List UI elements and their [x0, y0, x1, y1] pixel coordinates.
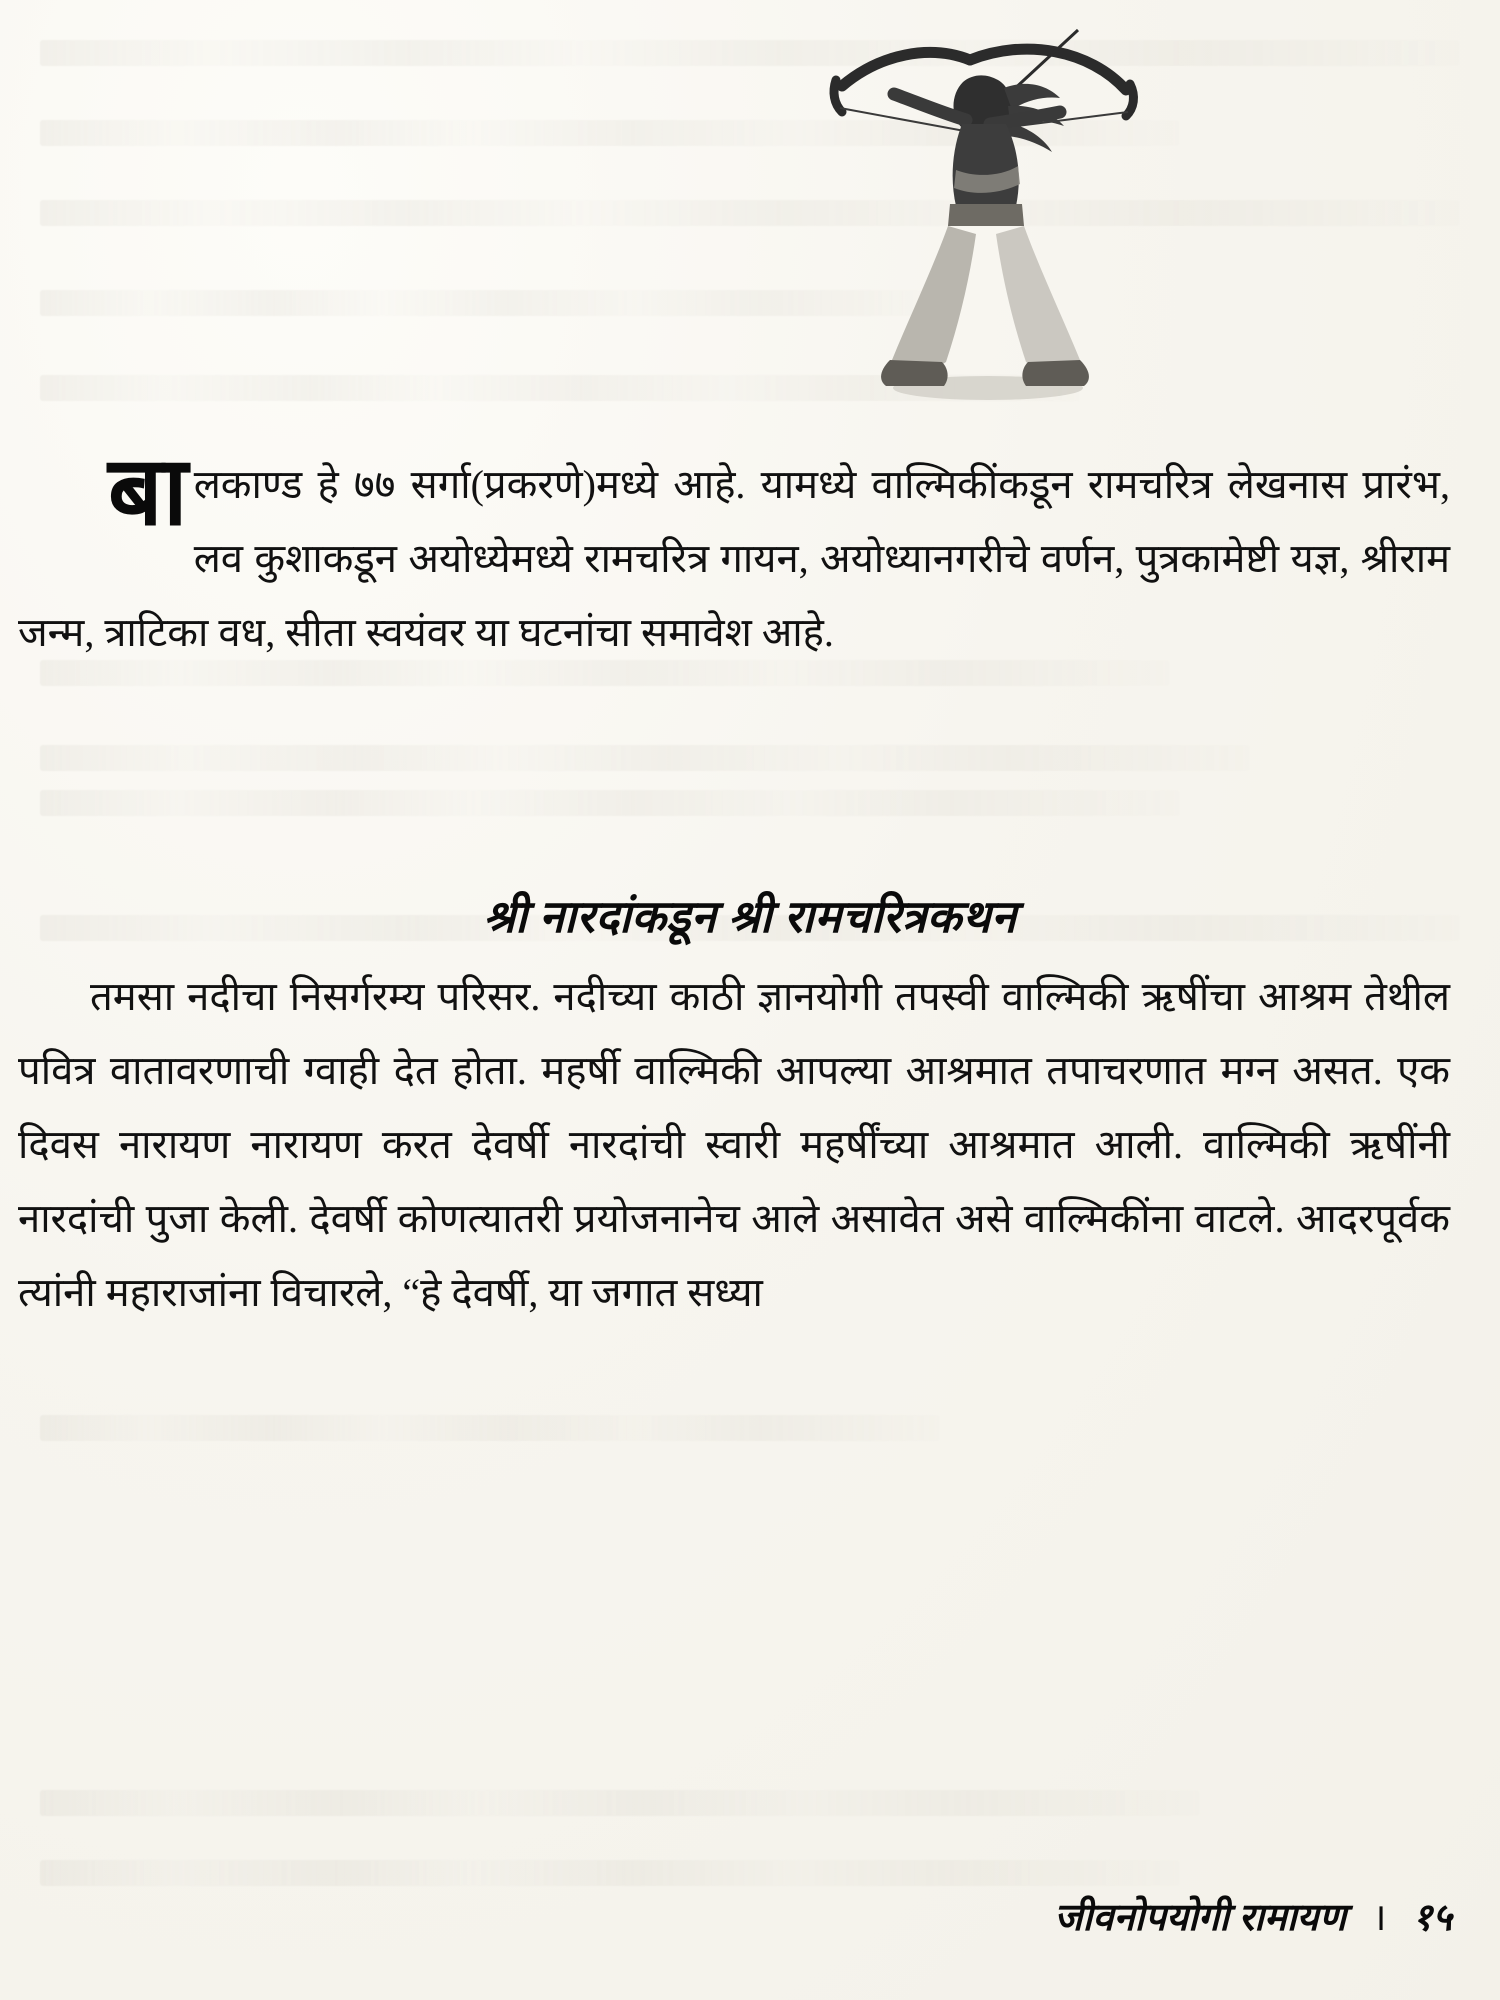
- intro-paragraph-text: लकाण्ड हे ७७ सर्गा(प्रकरणे)मध्ये आहे. यामध्ये वाल्मिकींकडून रामचरित्र लेखनास प्रारंभ, लव कुशाकडून अयोध्येमध्ये रामचरित्र गायन, अयोध्यानगरीचे वर्णन, पुत्रकामेष्टी यज्ञ, श्रीराम जन्म, त्राटिका वध, सीता स्वयंवर या घटनांचा समावेश आहे.: [18, 462, 1450, 655]
- page-footer: [1054, 1890, 1452, 1942]
- page-number: १५: [1412, 1897, 1452, 1939]
- section-heading: श्री नारदांकडून श्री रामचरित्रकथन: [483, 892, 1017, 943]
- footer-separator: ।: [1372, 1897, 1387, 1939]
- footer-book-title: जीवनोपयोगी रामायण: [1054, 1897, 1347, 1939]
- archer-with-bow-illustration: [820, 20, 1150, 410]
- drop-cap-letter: बा: [108, 438, 188, 545]
- section-body-paragraph: तमसा नदीचा निसर्गरम्य परिसर. नदीच्या काठी ज्ञानयोगी तपस्वी वाल्मिकी ऋषींचा आश्रम तेथील पवित्र वातावरणाची ग्वाही देत होता. महर्षी वाल्मिकी आपल्या आश्रमात तपाचरणात मग्न असत. एक दिवस नारायण नारायण करत देवर्षी नारदांची स्वारी महर्षींच्या आश्रमात आली. वाल्मिकी ऋषींनी नारदांची पुजा केली. देवर्षी कोणत्यातरी प्रयोजनानेच आले असावेत असे वाल्मिकींना वाटले. आदरपूर्वक त्यांनी महाराजांना विचारले, “हे देवर्षी, या जगात सध्या: [18, 974, 1450, 1315]
- intro-paragraph: [18, 438, 1478, 670]
